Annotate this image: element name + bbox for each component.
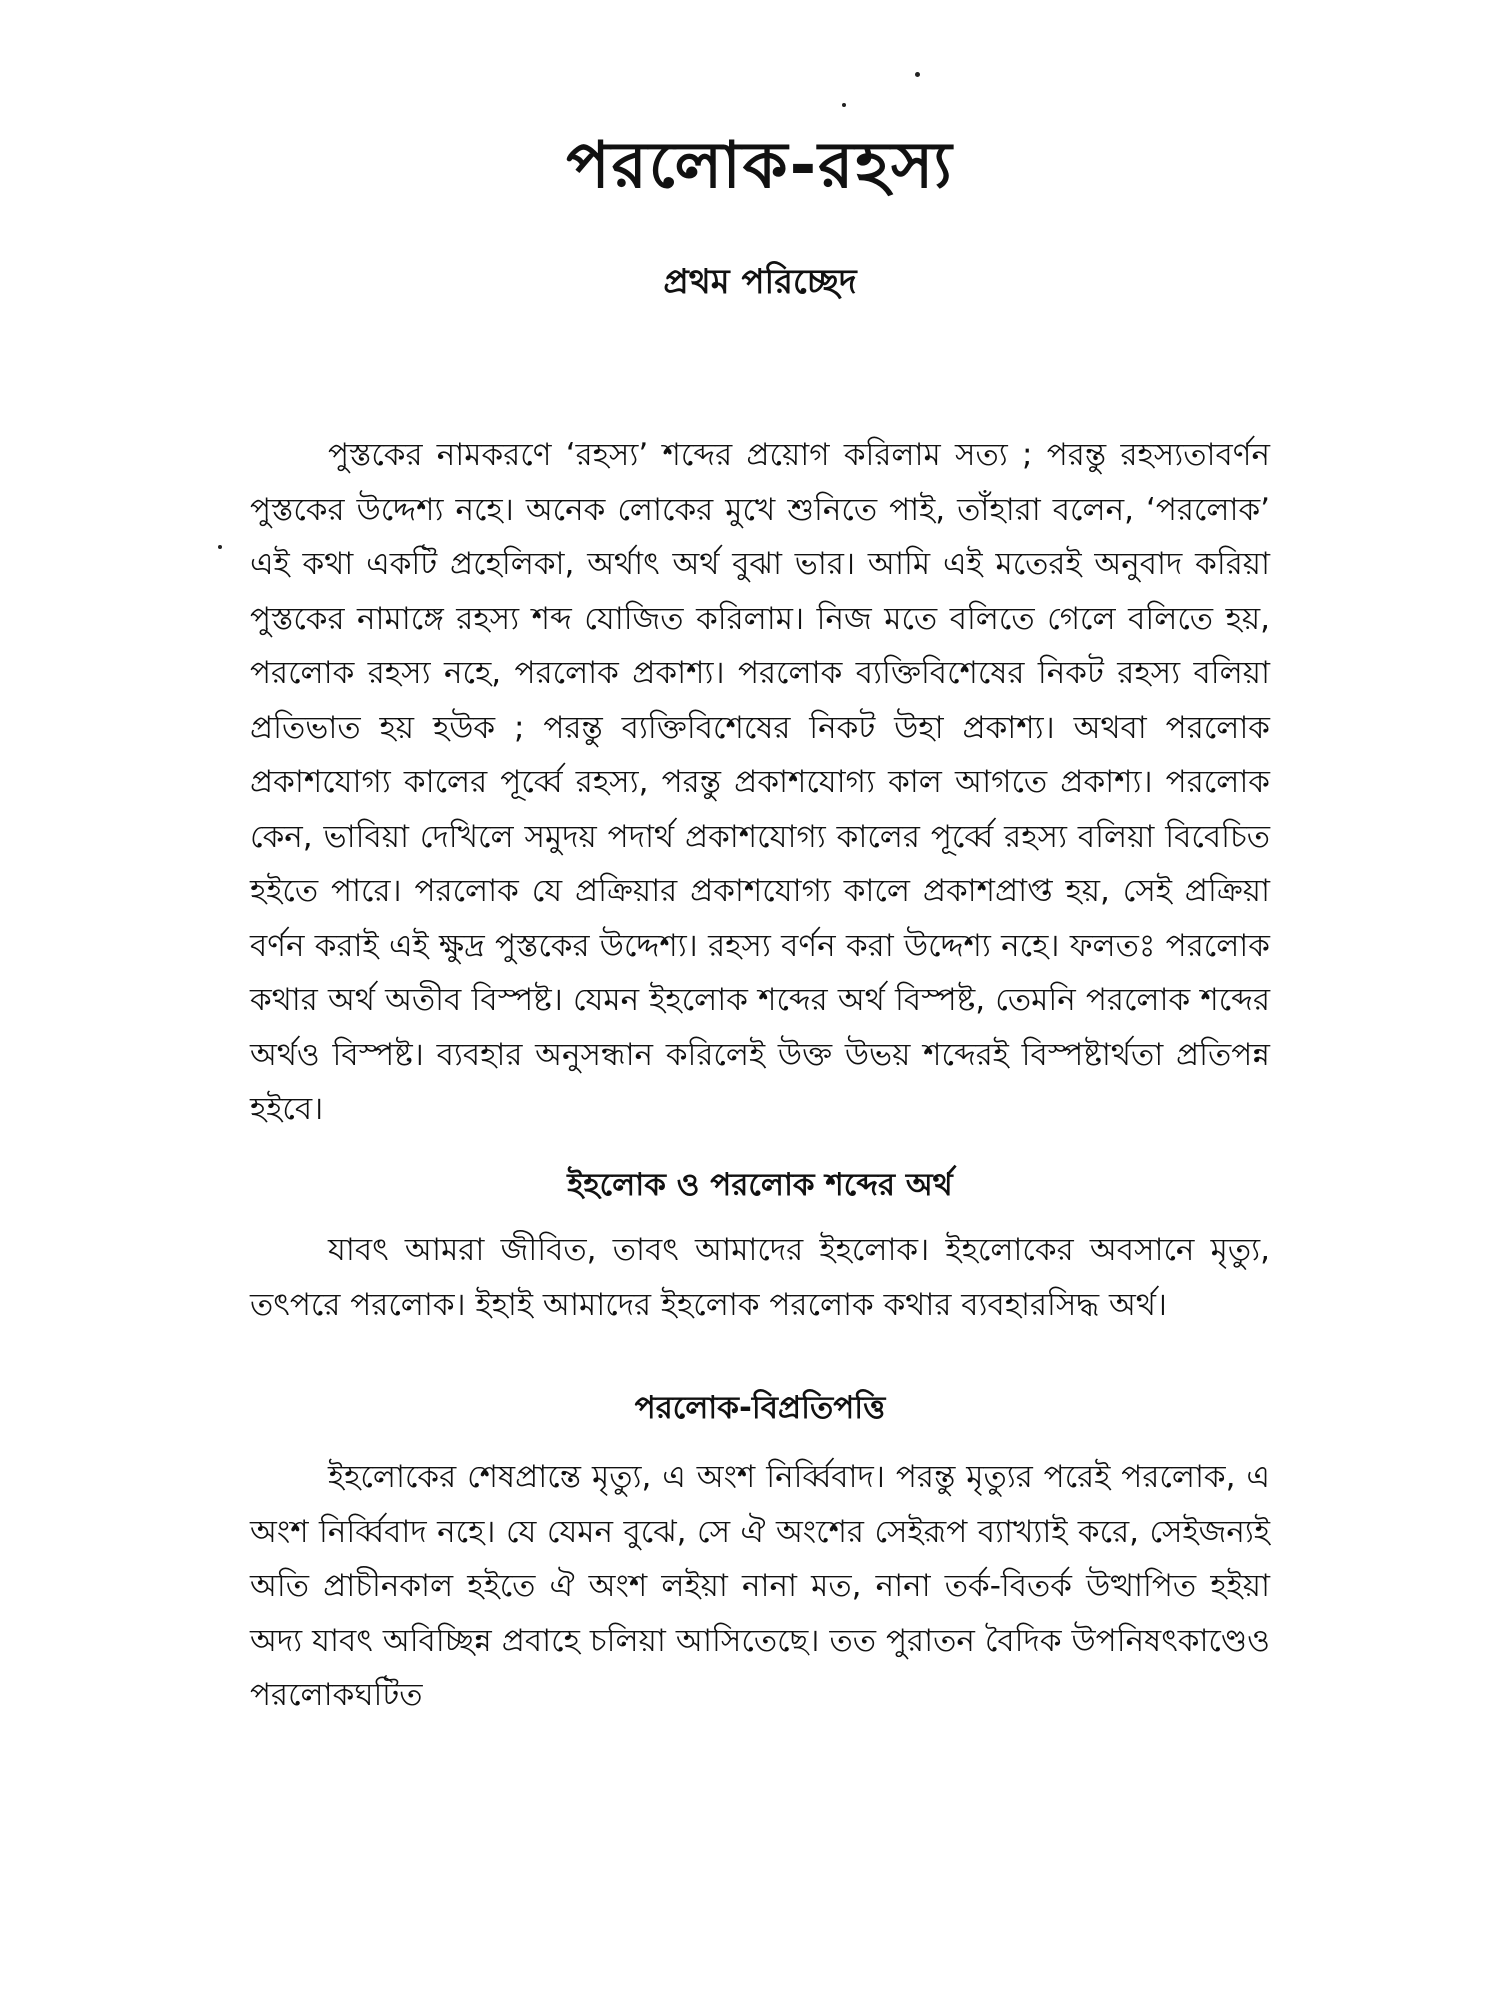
scan-speck — [842, 103, 846, 107]
section-heading-dispute: পরলোক-বিপ্রতিপত্তি — [634, 1390, 886, 1427]
scan-speck — [915, 72, 920, 77]
section-heading-meaning: ইহলোক ও পরলোক শব্দের অর্থ — [567, 1166, 953, 1203]
section-body-meaning: যাবৎ আমরা জীবিত, তাবৎ আমাদের ইহলোক। ইহলোকের অবসানে মৃত্যু, তৎপরে পরলোক। ইহাই আমাদের ইহলোক পরলোক কথার ব্যবহারসিদ্ধ অর্থ। — [250, 1232, 1270, 1323]
intro-paragraph: পুস্তকের নামকরণে ‘রহস্য’ শব্দের প্রয়োগ করিলাম সত্য ; পরন্তু রহস্যতাবর্ণন পুস্তকের উদ্দেশ্য নহে। অনেক লোকের মুখে শুনিতে পাই, তাঁহারা বলেন, ‘পরলোক’ এই কথা একটি প্রহেলিকা, অর্থাৎ অর্থ বুঝা ভার। আমি এই মতেরই অনুবাদ করিয়া পুস্তকের নামাঙ্গে রহস্য শব্দ যোজিত করিলাম। নিজ মতে বলিতে গেলে বলিতে হয়, পরলোক রহস্য নহে, পরলোক প্রকাশ্য। পরলোক ব্যক্তিবিশেষের নিকট রহস্য বলিয়া প্রতিভাত হয় হউক ; পরন্তু ব্যক্তিবিশেষের নিকট উহা প্রকাশ্য। অথবা পরলোক প্রকাশযোগ্য কালের পূর্ব্বে রহস্য, পরন্তু প্রকাশযোগ্য কাল আগতে প্রকাশ্য। পরলোক কেন, ভাবিয়া দেখিলে সমুদয় পদার্থ প্রকাশযোগ্য কালের পূর্ব্বে রহস্য বলিয়া বিবেচিত হইতে পারে। পরলোক যে প্রক্রিয়ার প্রকাশযোগ্য কালে প্রকাশপ্রাপ্ত হয়, সেই প্রক্রিয়া বর্ণন করাই এই ক্ষুদ্র পুস্তকের উদ্দেশ্য। রহস্য বর্ণন করা উদ্দেশ্য নহে। ফলতঃ পরলোক কথার অর্থ অতীব বিস্পষ্ট। যেমন ইহলোক শব্দের অর্থ বিস্পষ্ট, তেমনি পরলোক শব্দের অর্থও বিস্পষ্ট। ব্যবহার অনুসন্ধান করিলেই উক্ত উভয় শব্দেরই বিস্পষ্টার্থতা প্রতিপন্ন হইবে। — [250, 437, 1270, 1128]
book-page — [250, 130, 1270, 1723]
scan-speck — [218, 545, 222, 549]
page-title: পরলোক-রহস্য — [566, 129, 954, 203]
section-body-dispute: ইহলোকের শেষপ্রান্তে মৃত্যু, এ অংশ নির্ব্বিবাদ। পরন্তু মৃত্যুর পরেই পরলোক, এ অংশ নির্ব্বিবাদ নহে। যে যেমন বুঝে, সে ঐ অংশের সেইরূপ ব্যাখ্যাই করে, সেইজন্যই অতি প্রাচীনকাল হইতে ঐ অংশ লইয়া নানা মত, নানা তর্ক-বিতর্ক উত্থাপিত হইয়া অদ্য যাবৎ অবিচ্ছিন্ন প্রবাহে চলিয়া আসিতেছে। তত পুরাতন বৈদিক উপনিষৎকাণ্ডেও পরলোকঘটিত — [250, 1459, 1270, 1714]
chapter-heading: প্রথম পরিচ্ছেদ — [663, 261, 857, 302]
